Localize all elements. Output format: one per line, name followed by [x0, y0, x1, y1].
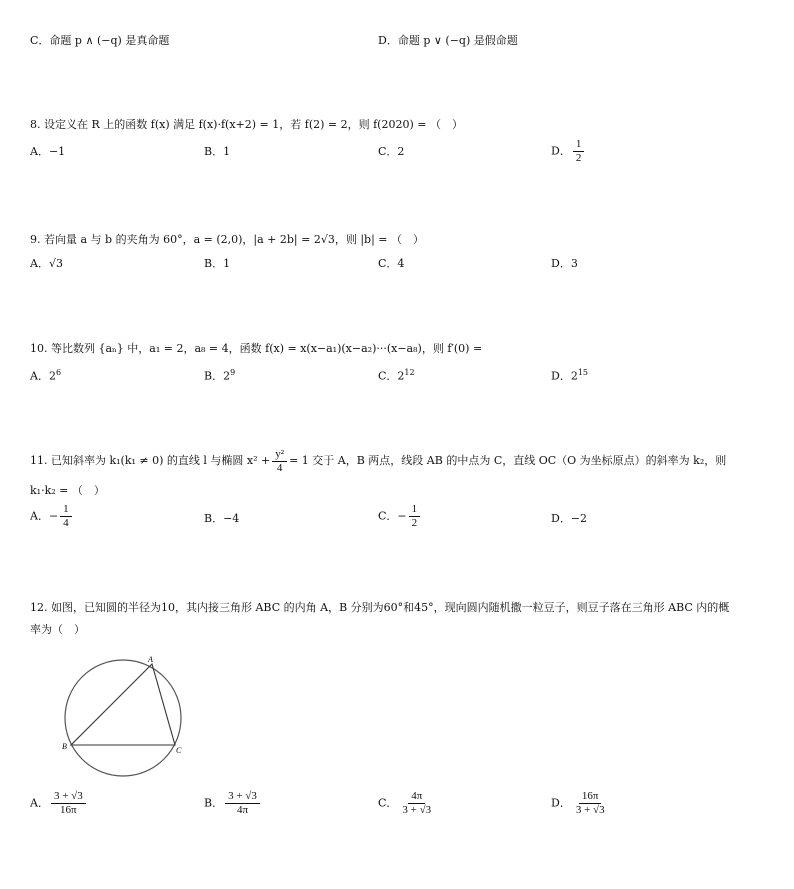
q12-option-c-fraction — [399, 790, 434, 817]
q12-option-c-label: C． — [378, 796, 398, 810]
q10-option-c — [378, 365, 415, 385]
q9-option-b: B．1 — [204, 257, 231, 270]
q11-option-c-fraction — [409, 503, 421, 530]
vertex-label-c: C — [176, 746, 182, 755]
q12-option-d — [551, 790, 610, 817]
q12-option-c — [378, 790, 436, 817]
q8-option-d-numerator: 1 — [573, 138, 585, 152]
vertex-label-b: B — [62, 742, 67, 751]
q12-stem-line2: 率为（ ） — [30, 623, 85, 636]
q11-stem — [30, 446, 726, 476]
q11-stem-denominator: 4 — [276, 461, 283, 474]
q8-option-a: A．−1 — [30, 145, 66, 158]
q11-option-d: D．−2 — [551, 512, 588, 525]
q8-option-d — [551, 138, 586, 165]
q12-option-b-numerator: 3 + √3 — [225, 790, 260, 804]
q10-option-d-label: D．2 — [551, 369, 578, 383]
vertex-label-a: A — [148, 655, 153, 664]
q10-option-b-exponent: 9 — [230, 368, 236, 377]
q10-option-b-label: B．2 — [204, 369, 231, 383]
q11-option-a-numerator: 1 — [60, 503, 72, 517]
q10-option-d-exponent: 15 — [577, 368, 589, 377]
q10-option-d — [551, 365, 588, 385]
q12-stem-line1: 12. 如图，已知圆的半径为10，其内接三角形 ABC 的内角 A，B 分别为60°和45°，现向圆内随机撒一粒豆子，则豆子落在三角形 ABC 内的概 — [30, 601, 730, 614]
q12-option-a-numerator: 3 + √3 — [51, 790, 86, 804]
q11-option-a-label: A．− — [30, 509, 59, 523]
q10-option-a — [30, 365, 61, 385]
q12-option-b-denominator: 4π — [236, 804, 248, 816]
q10-option-b — [204, 365, 235, 385]
q7-option-c: C．命题 p ∧ (−q) 是真命题 — [30, 34, 170, 47]
q12-option-d-label: D． — [551, 796, 571, 810]
q11-option-b: B．−4 — [204, 512, 240, 525]
q10-option-c-exponent: 12 — [404, 368, 415, 377]
q9-stem: 9. 若向量 a 与 b 的夹角为 60°，a = (2,0)，|a + 2b| = 2√3，则 |b| = （ ） — [30, 233, 425, 246]
q9-option-c: C．4 — [378, 257, 405, 270]
q12-option-d-numerator: 16π — [579, 790, 602, 804]
q9-option-d: D．3 — [551, 257, 578, 270]
q9-option-a: A．√3 — [30, 257, 63, 270]
q12-option-a-denominator: 16π — [60, 804, 77, 816]
q12-option-a — [30, 790, 88, 817]
q8-option-c: C．2 — [378, 145, 405, 158]
q10-option-a-exponent: 6 — [55, 368, 62, 377]
q11-option-c-label: C．− — [378, 509, 407, 523]
q11-option-c-numerator: 1 — [409, 503, 421, 517]
q11-option-a — [30, 503, 74, 530]
q11-stem-numerator: y² — [272, 448, 287, 462]
q8-stem: 8. 设定义在 R 上的函数 f(x) 满足 f(x)·f(x+2) = 1，若 f(2) = 2，则 f(2020) = （ ） — [30, 118, 463, 131]
q7-option-d: D．命题 p ∨ (−q) 是假命题 — [378, 34, 518, 47]
q11-option-c-denominator: 2 — [411, 517, 418, 529]
q10-option-a-label: A．2 — [30, 369, 56, 383]
q11-option-a-denominator: 4 — [63, 517, 69, 529]
q10-option-c-label: C．2 — [378, 369, 405, 383]
q12-option-b-fraction — [225, 790, 260, 817]
q10-stem: 10. 等比数列 {aₙ} 中，a₁ = 2，a₈ = 4，函数 f(x) = x(x−a₁)(x−a₂)···(x−a₈)，则 f′(0) = — [30, 342, 483, 355]
q12-option-b-label: B． — [204, 796, 224, 810]
inscribed-triangle — [71, 664, 175, 745]
q8-option-d-denominator: 2 — [575, 152, 582, 164]
q8-option-d-fraction — [573, 138, 585, 165]
q11-stem-pre: 11. 已知斜率为 k₁(k₁ ≠ 0) 的直线 l 与椭圆 x² + — [30, 454, 271, 467]
q12-option-c-denominator: 3 + √3 — [402, 804, 432, 816]
circumcircle — [65, 660, 181, 776]
q8-option-d-label: D． — [551, 144, 571, 158]
circle-triangle-diagram — [60, 650, 190, 780]
q11-stem-post: = 1 交于 A，B 两点，线段 AB 的中点为 C，直线 OC（O 为坐标原点）的斜率为 k₂，则 — [289, 454, 727, 467]
q12-option-a-label: A． — [30, 796, 49, 810]
q11-stem-fraction — [272, 448, 287, 475]
q12-option-d-denominator: 3 + √3 — [575, 804, 605, 816]
q12-option-a-fraction — [51, 790, 86, 817]
q11-option-a-fraction — [60, 503, 72, 530]
q12-option-c-numerator: 4π — [408, 790, 425, 804]
q12-option-d-fraction — [573, 790, 608, 817]
q11-stem-line2: k₁·k₂ = （ ） — [30, 484, 105, 497]
q12-option-b — [204, 790, 262, 817]
q8-option-b: B．1 — [204, 145, 231, 158]
q11-option-c — [378, 503, 422, 530]
